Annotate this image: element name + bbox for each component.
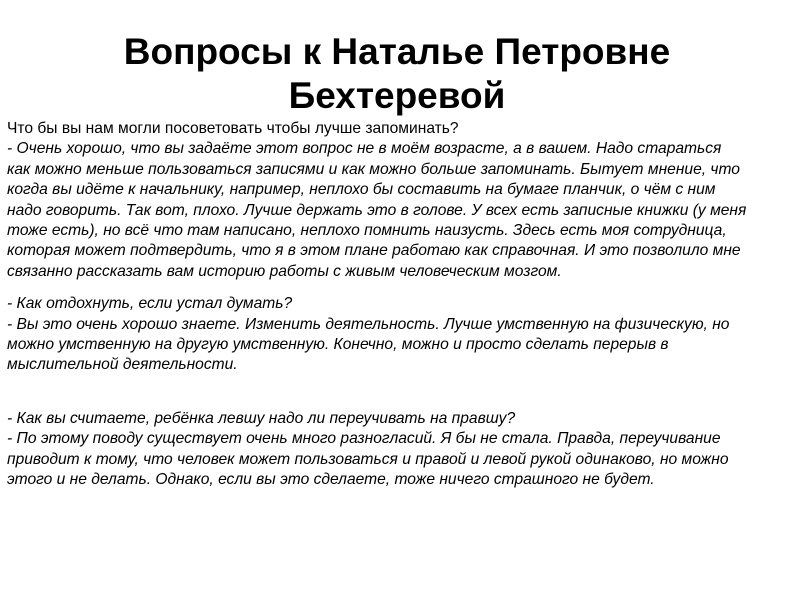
qa-block-memory — [7, 119, 747, 282]
slide-title — [60, 30, 734, 118]
answer-text: - Очень хорошо, что вы задаёте этот вопрос не в моём возрасте, а в вашем. Надо стараться как можно меньше пользоваться записями и как можно больше запоминать. Бытует мнение, что когда вы идёте к начальнику, например, неплохо бы составить на бумаге планчик, о чём с ним надо говорить. Так вот, плохо. Лучше держать это в голове. У всех есть записные книжки (у меня тоже есть), но всё что там написано, неплохо помнить наизусть. Здесь есть моя сотрудница, которая может подтвердить, что я в этом плане работаю как справочная. И это позволило мне связанно рассказать вам историю работы с живым человеческим мозгом. — [7, 140, 747, 280]
question-text: - Как отдохнуть, если устал думать? — [7, 295, 293, 313]
qa-block-left-handed — [7, 409, 747, 491]
question-text: Что бы вы нам могли посоветовать чтобы лучше запоминать? — [7, 120, 459, 137]
question-text: - Как вы считаете, ребёнка левшу надо ли переучивать на правшу? — [7, 409, 516, 427]
slide-body — [7, 119, 747, 491]
answer-text: - Вы это очень хорошо знаете. Изменить деятельность. Лучше умственную на физическую, но можно умственную на другую умственную. Конечно, можно и просто сделать перерыв в мыслительной деятельности. — [7, 315, 730, 374]
answer-text: - По этому поводу существует очень много разногласий. Я бы не стала. Правда, переучивание приводит к тому, что человек может пользоваться и правой и левой рукой одинаково, но можно этого и не делать. Однако, если вы это сделаете, тоже ничего страшного не будет. — [7, 430, 729, 489]
qa-block-rest — [7, 294, 747, 376]
title-line-1: Вопросы к Наталье Петровне — [123, 31, 671, 72]
title-line-2: Бехтеревой — [288, 75, 506, 116]
